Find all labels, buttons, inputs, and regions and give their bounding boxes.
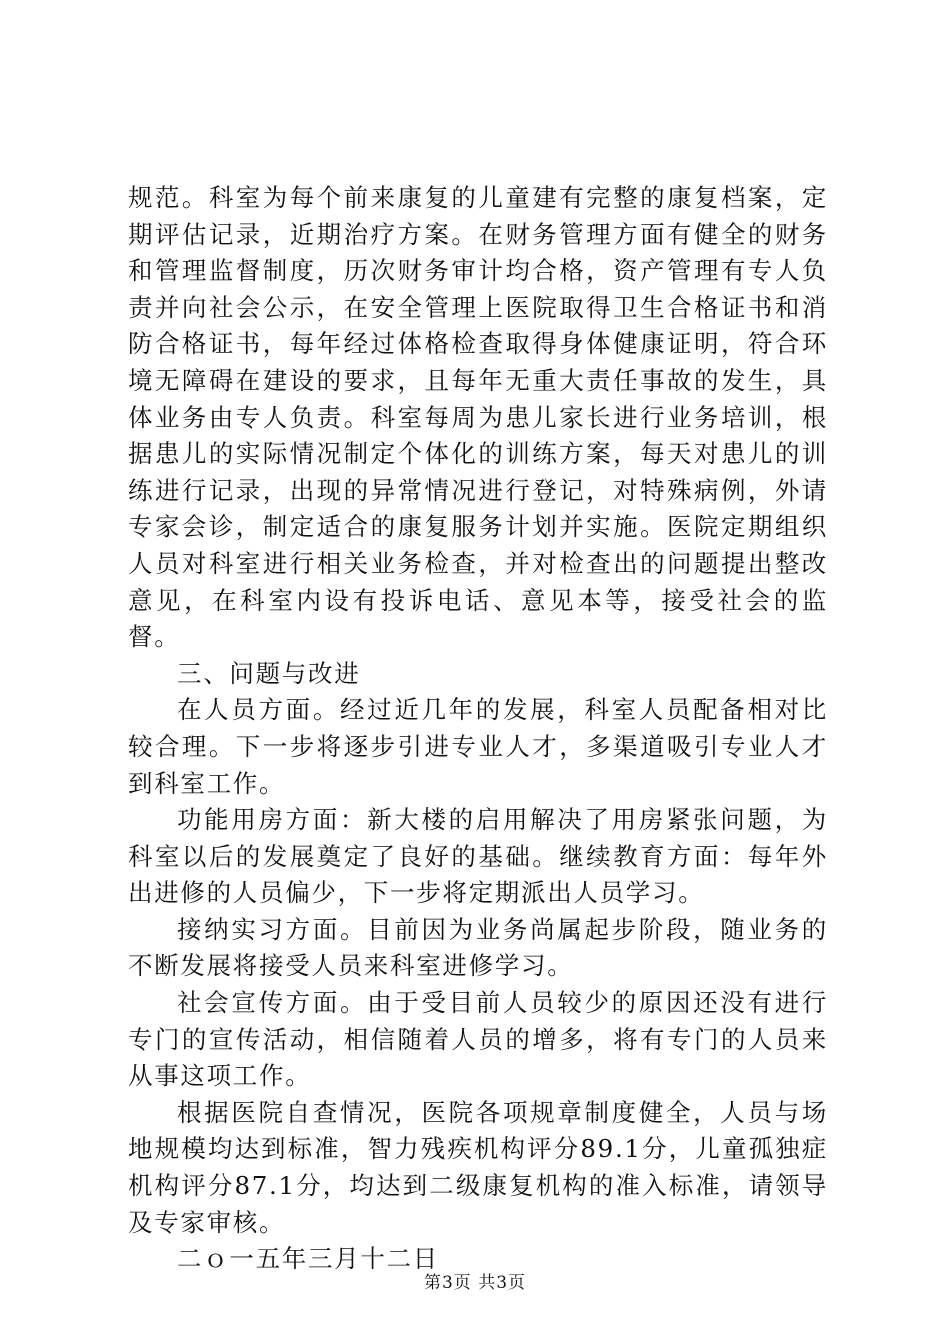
paragraph-conclusion: 根据医院自查情况，医院各项规章制度健全，人员与场地规模均达到标准，智力残疾机构评分89.1分，儿童孤独症机构评分87.1分，均达到二级康复机构的准入标准，请领导及专家审核。 (128, 1097, 828, 1237)
page-number-footer: 第3页 共3页 (423, 1273, 527, 1293)
document-date: 二ｏ一五年三月十二日 (177, 1244, 439, 1274)
paragraph-continued-text: 规范。科室为每个前来康复的儿童建有完整的康复档案，定期评估记录，近期治疗方案。在财务管理方面有健全的财务和管理监督制度，历次财务审计均合格，资产管理有专人负责并向社会公示，在安全管理上医院取得卫生合格证书和消防合格证书，每年经过体格检查取得身体健康证明，符合环境无障碍在建设的要求，且每年无重大责任事故的发生，具体业务由专人负责。科室每周为患儿家长进行业务培训，根据患儿的实际情况制定个体化的训练方案，每天对患儿的训练进行记录，出现的异常情况进行登记，对特殊病例，外请专家会诊，制定适合的康复服务计划并实施。医院定期组织人员对科室进行相关业务检查，并对检查出的问题提出整改意见，在科室内设有投诉电话、意见本等，接受社会的监督。 (128, 183, 828, 652)
document-body (128, 180, 828, 1278)
paragraph-publicity: 社会宣传方面。由于受目前人员较少的原因还没有进行专门的宣传活动，相信随着人员的增多，将有专门的人员来从事这项工作。 (128, 988, 828, 1091)
paragraph-personnel: 在人员方面。经过近几年的发展，科室人员配备相对比较合理。下一步将逐步引进专业人才，多渠道吸引专业人才到科室工作。 (128, 695, 828, 798)
section-heading-problems-and-improvements: 三、问题与改进 (177, 658, 361, 688)
paragraph-internship: 接纳实习方面。目前因为业务尚属起步阶段，随业务的不断发展将接受人员来科室进修学习。 (128, 914, 828, 981)
paragraph-facilities-and-education: 功能用房方面：新大楼的启用解决了用房紧张问题，为科室以后的发展奠定了良好的基础。继续教育方面：每年外出进修的人员偏少，下一步将定期派出人员学习。 (128, 805, 828, 908)
